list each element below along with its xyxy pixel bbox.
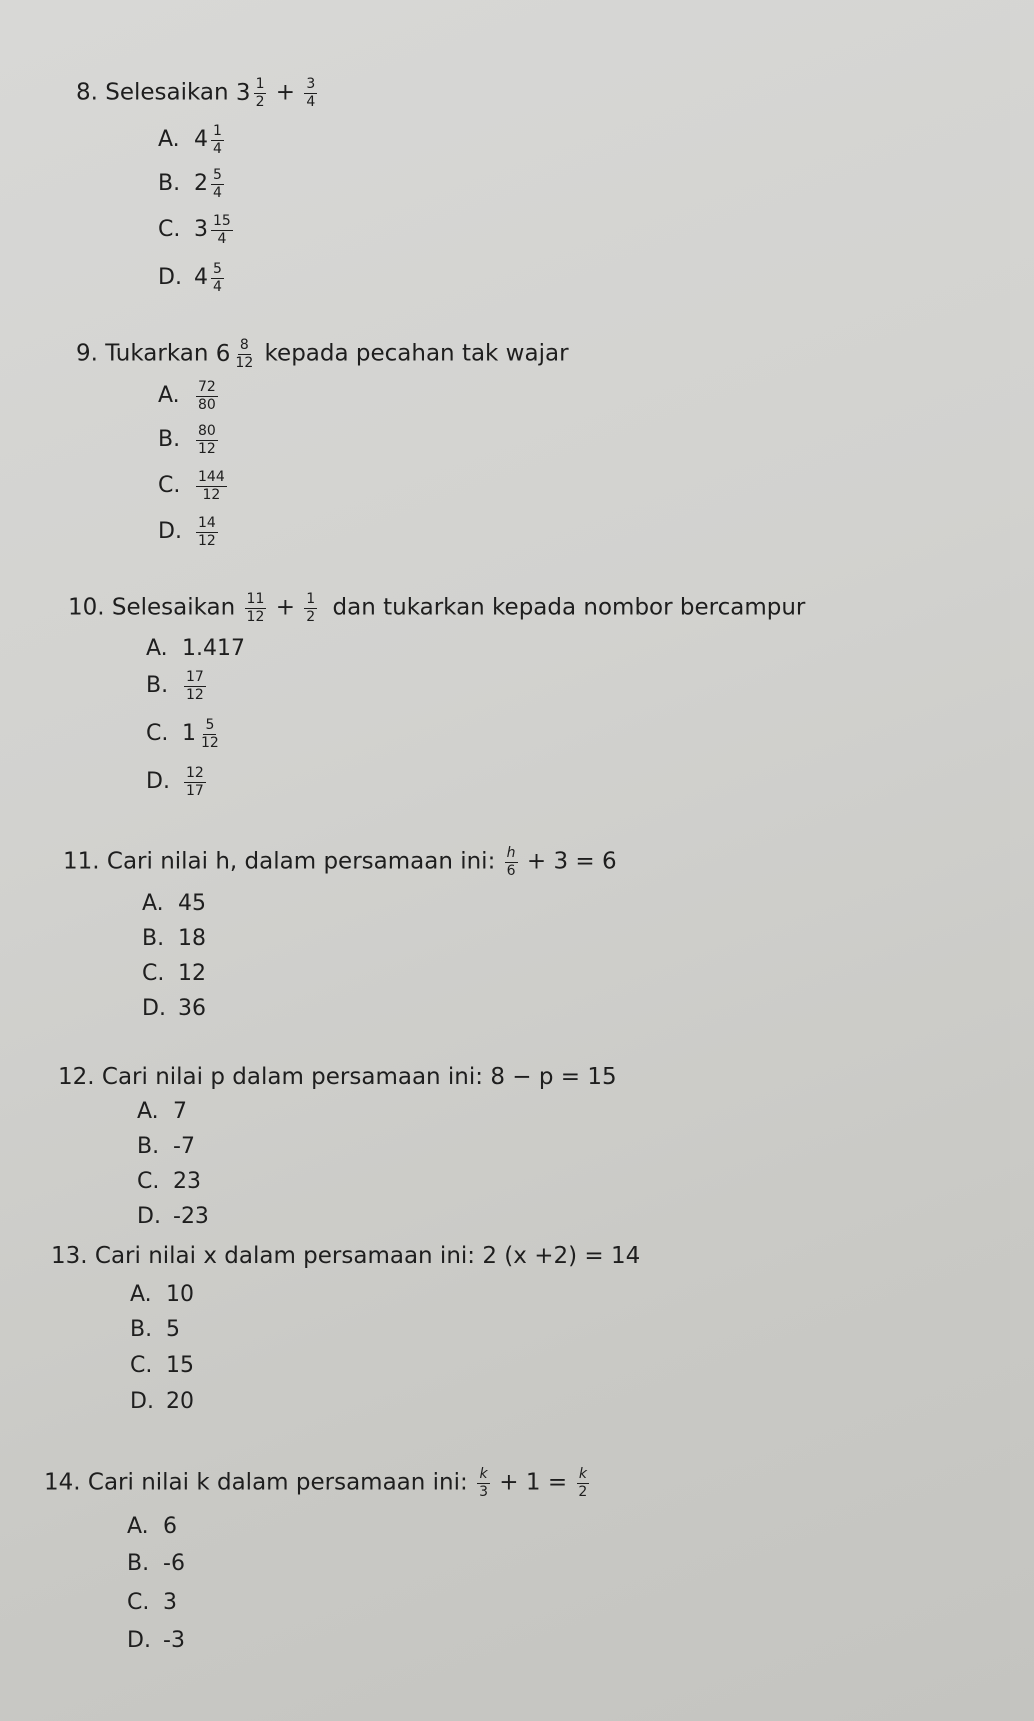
option-14b[interactable]: B. -6 xyxy=(127,1551,185,1576)
fraction: $\frac{h}{6}$ xyxy=(506,845,516,879)
question-10 xyxy=(68,592,805,624)
option-10a[interactable]: A. 1.417 xyxy=(146,636,245,661)
option-9d[interactable]: D. $\frac{14}{12}$ xyxy=(158,515,216,549)
option-13c[interactable]: C. 15 xyxy=(130,1353,194,1378)
fraction: $\frac{72}{80}$ xyxy=(198,379,216,413)
option-11c[interactable]: C. 12 xyxy=(142,961,206,986)
option-14a[interactable]: A. 6 xyxy=(127,1514,177,1539)
option-11d[interactable]: D. 36 xyxy=(142,996,206,1021)
question-text: 11. Cari nilai h, dalam persamaan ini: xyxy=(63,848,503,875)
operator: + xyxy=(275,594,295,621)
option-8c[interactable]: C. 3 $\frac{15}{4}$ xyxy=(158,213,231,247)
option-14c[interactable]: C. 3 xyxy=(127,1590,177,1615)
question-text: 13. Cari nilai x dalam persamaan ini: 2 (x +2) = 14 xyxy=(51,1243,641,1269)
option-8a[interactable]: A. 4 $\frac{1}{4}$ xyxy=(158,123,222,157)
option-12d[interactable]: D. -23 xyxy=(137,1204,209,1229)
question-suffix: dan tukarkan kepada nombor bercampur xyxy=(325,594,806,621)
fraction: $\frac{14}{12}$ xyxy=(198,515,216,549)
option-13a[interactable]: A. 10 xyxy=(130,1282,194,1307)
question-11 xyxy=(63,846,617,878)
fraction: $\frac{5}{4}$ xyxy=(213,167,222,201)
fraction: $\frac{1}{2}$ xyxy=(306,591,316,625)
fraction: $\frac{1}{2}$ xyxy=(255,76,265,110)
question-9 xyxy=(76,338,569,370)
fraction: $\frac{k}{2}$ xyxy=(578,1466,588,1500)
equation-mid: + 1 = xyxy=(499,1469,568,1496)
option-14d[interactable]: D. -3 xyxy=(127,1628,185,1653)
fraction: $\frac{12}{17}$ xyxy=(186,765,204,799)
question-text: 14. Cari nilai k dalam persamaan ini: xyxy=(44,1469,476,1496)
fraction: $\frac{1}{4}$ xyxy=(213,123,222,157)
question-13 xyxy=(51,1245,640,1268)
option-9a[interactable]: A. $\frac{72}{80}$ xyxy=(158,379,216,413)
option-12c[interactable]: C. 23 xyxy=(137,1169,201,1194)
mixed-whole: 3 xyxy=(235,79,251,106)
option-13b[interactable]: B. 5 xyxy=(130,1317,180,1342)
option-8b[interactable]: B. 2 $\frac{5}{4}$ xyxy=(158,167,222,201)
question-12 xyxy=(58,1066,617,1089)
fraction: $\frac{144}{12}$ xyxy=(198,469,225,503)
question-8 xyxy=(76,77,319,109)
fraction: $\frac{8}{12}$ xyxy=(235,337,254,371)
option-9c[interactable]: C. $\frac{144}{12}$ xyxy=(158,469,225,503)
option-10c[interactable]: C. 1 $\frac{5}{12}$ xyxy=(146,717,219,751)
option-10d[interactable]: D. $\frac{12}{17}$ xyxy=(146,765,204,799)
question-text: 9. Tukarkan xyxy=(76,340,216,367)
fraction: $\frac{3}{4}$ xyxy=(306,76,316,110)
fraction: $\frac{17}{12}$ xyxy=(186,669,204,703)
option-11b[interactable]: B. 18 xyxy=(142,926,206,951)
fraction: $\frac{5}{4}$ xyxy=(213,261,222,295)
question-text: 10. Selesaikan xyxy=(68,594,243,621)
fraction: $\frac{15}{4}$ xyxy=(213,213,231,247)
option-9b[interactable]: B. $\frac{80}{12}$ xyxy=(158,423,216,457)
question-text: 8. Selesaikan xyxy=(76,79,236,106)
equation-rest: + 3 = 6 xyxy=(526,848,617,875)
option-11a[interactable]: A. 45 xyxy=(142,891,206,916)
question-14 xyxy=(44,1467,591,1499)
fraction: $\frac{11}{12}$ xyxy=(246,591,265,625)
option-12a[interactable]: A. 7 xyxy=(137,1099,187,1124)
question-suffix: kepada pecahan tak wajar xyxy=(257,340,569,367)
option-10b[interactable]: B. $\frac{17}{12}$ xyxy=(146,669,204,703)
fraction: $\frac{k}{3}$ xyxy=(479,1466,488,1500)
question-text: 12. Cari nilai p dalam persamaan ini: 8 − p = 15 xyxy=(58,1064,617,1090)
option-8d[interactable]: D. 4 $\frac{5}{4}$ xyxy=(158,261,222,295)
option-13d[interactable]: D. 20 xyxy=(130,1389,194,1414)
mixed-whole: 6 xyxy=(215,340,231,367)
fraction: $\frac{5}{12}$ xyxy=(201,717,219,751)
fraction: $\frac{80}{12}$ xyxy=(198,423,216,457)
option-12b[interactable]: B. -7 xyxy=(137,1134,195,1159)
operator: + xyxy=(275,79,296,106)
